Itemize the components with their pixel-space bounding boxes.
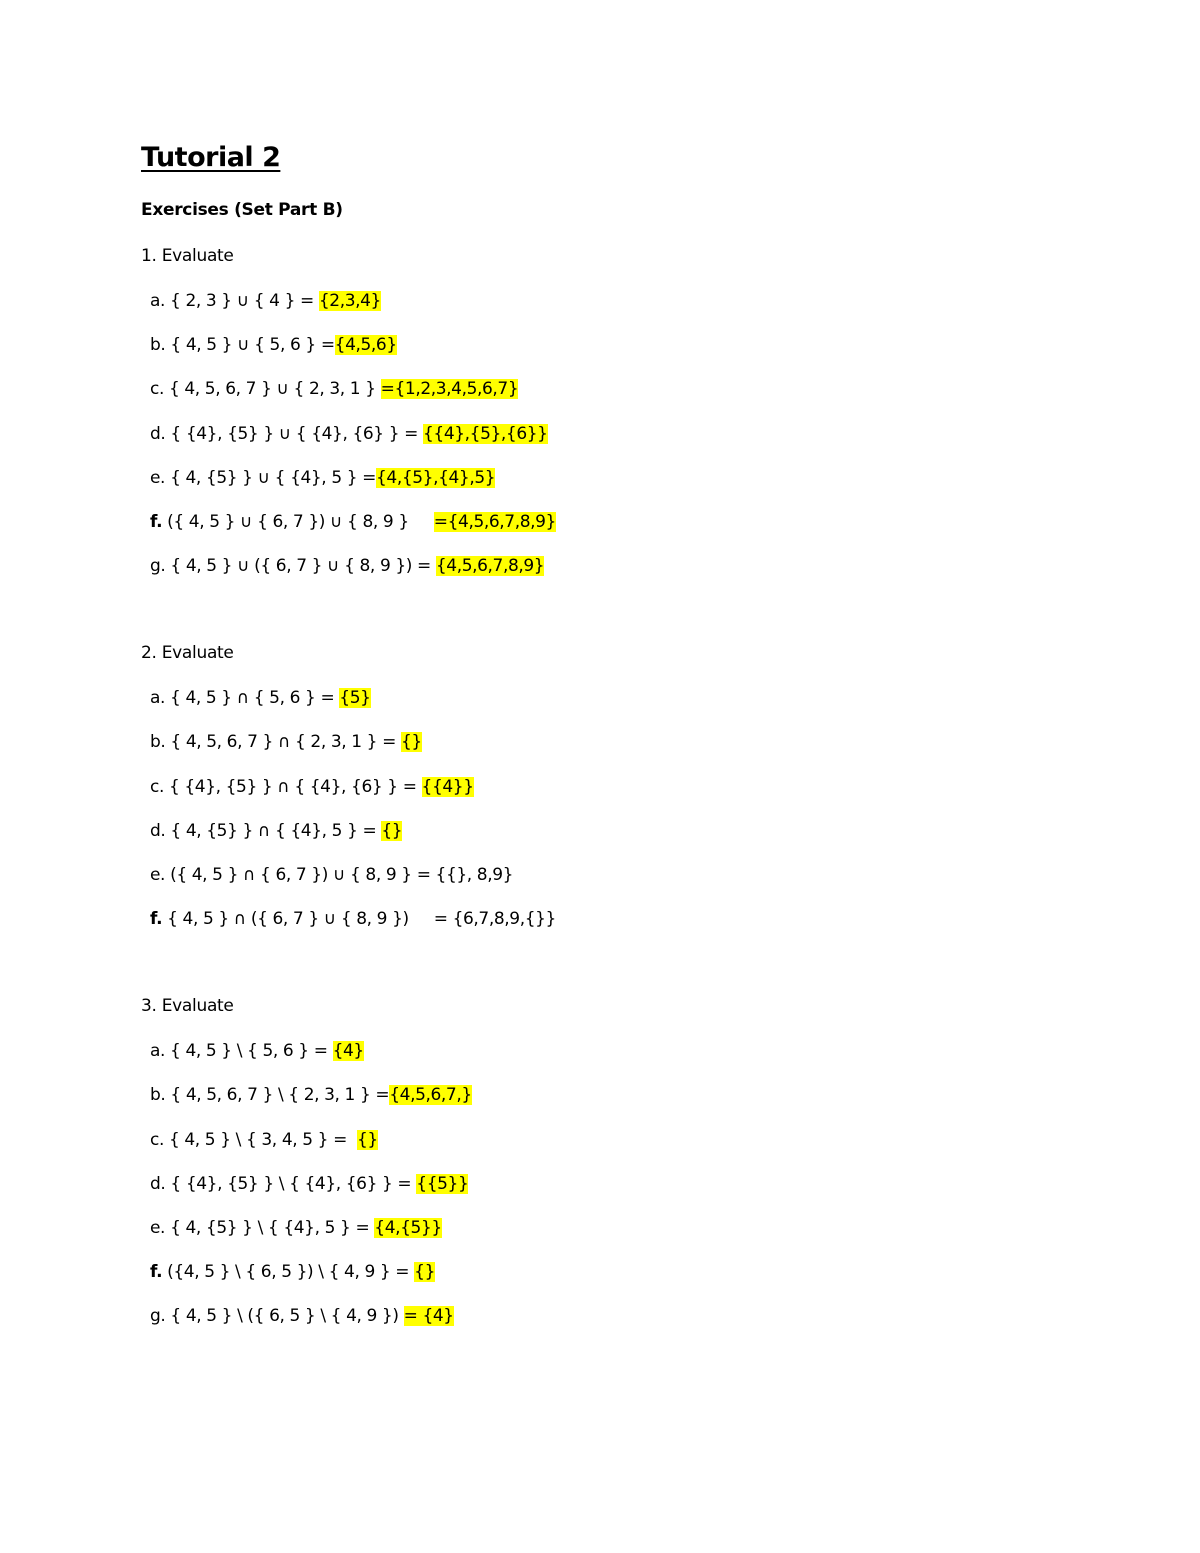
q3-item-a bbox=[150, 1039, 364, 1063]
q1-item-e bbox=[150, 466, 495, 490]
item-expression: { 4, 5, 6, 7 } ∩ { 2, 3, 1 } = bbox=[165, 732, 401, 752]
q3-item-d bbox=[150, 1172, 468, 1196]
item-label: c. bbox=[150, 379, 164, 399]
item-answer: {4} bbox=[332, 1041, 364, 1061]
q2-item-c bbox=[150, 775, 474, 799]
q3-item-e bbox=[150, 1216, 442, 1240]
item-label: f. bbox=[150, 1262, 163, 1282]
q3-item-f bbox=[150, 1260, 435, 1284]
item-label: e. bbox=[150, 468, 166, 488]
section-subtitle: Exercises (Set Part B) bbox=[141, 200, 343, 220]
item-label: c. bbox=[150, 1130, 164, 1150]
item-expression: ({ 4, 5 } ∩ { 6, 7 }) ∪ { 8, 9 } = {{}, 8,9} bbox=[165, 865, 514, 885]
item-expression: { 4, 5 } ∩ { 5, 6 } = bbox=[165, 688, 340, 708]
item-label: d. bbox=[150, 821, 166, 841]
q1-item-d bbox=[150, 422, 548, 446]
item-expression: { 2, 3 } ∪ { 4 } = bbox=[165, 291, 319, 311]
item-answer: {{5}} bbox=[416, 1174, 469, 1194]
item-answer: {} bbox=[381, 821, 403, 841]
q2-item-f bbox=[150, 907, 556, 931]
item-label: e. bbox=[150, 865, 166, 885]
item-label: a. bbox=[150, 1041, 166, 1061]
item-label: d. bbox=[150, 1174, 166, 1194]
item-answer: {5} bbox=[339, 688, 371, 708]
item-expression: { 4, 5 } \ { 3, 4, 5 } = bbox=[163, 1130, 357, 1150]
item-answer: {2,3,4} bbox=[318, 291, 381, 311]
item-expression: { {4}, {5} } ∩ { {4}, {6} } = bbox=[163, 777, 422, 797]
item-answer: {4,{5},{4},5} bbox=[376, 468, 496, 488]
q3-item-c bbox=[150, 1128, 378, 1152]
item-label: a. bbox=[150, 291, 166, 311]
item-label: f. bbox=[150, 512, 163, 532]
question-2-heading: 2. Evaluate bbox=[141, 643, 234, 663]
q2-item-d bbox=[150, 819, 402, 843]
item-label: c. bbox=[150, 777, 164, 797]
item-expression: { {4}, {5} } \ { {4}, {6} } = bbox=[165, 1174, 417, 1194]
item-expression: { 4, 5, 6, 7 } \ { 2, 3, 1 } = bbox=[165, 1085, 390, 1105]
item-answer: {4,5,6,7,8,9} bbox=[435, 556, 545, 576]
q2-item-a bbox=[150, 686, 371, 710]
item-expression: { 4, 5, 6, 7 } ∪ { 2, 3, 1 } bbox=[163, 379, 381, 399]
item-label: b. bbox=[150, 732, 166, 752]
item-expression: { 4, 5 } ∩ ({ 6, 7 } ∪ { 8, 9 }) = {6,7,8,9,{}} bbox=[162, 909, 556, 929]
q1-item-f bbox=[150, 510, 556, 534]
item-answer: {} bbox=[356, 1130, 378, 1150]
item-label: d. bbox=[150, 424, 166, 444]
item-expression: ({4, 5 } \ { 6, 5 }) \ { 4, 9 } = bbox=[162, 1262, 415, 1282]
item-label: e. bbox=[150, 1218, 166, 1238]
q2-item-b bbox=[150, 730, 422, 754]
item-expression: { 4, {5} } \ { {4}, 5 } = bbox=[165, 1218, 375, 1238]
item-expression: { {4}, {5} } ∪ { {4}, {6} } = bbox=[165, 424, 423, 444]
item-answer: = {4} bbox=[403, 1306, 454, 1326]
item-answer: {{4},{5},{6}} bbox=[423, 424, 548, 444]
item-expression: { 4, 5 } ∪ ({ 6, 7 } ∪ { 8, 9 }) = bbox=[165, 556, 436, 576]
item-answer: {} bbox=[414, 1262, 435, 1282]
q1-item-g bbox=[150, 554, 544, 578]
item-label: g. bbox=[150, 556, 166, 576]
item-label: b. bbox=[150, 335, 166, 355]
item-expression: { 4, {5} } ∪ { {4}, 5 } = bbox=[165, 468, 377, 488]
item-answer: {4,{5}} bbox=[374, 1218, 442, 1238]
item-answer: {{4}} bbox=[421, 777, 474, 797]
item-answer: ={4,5,6,7,8,9} bbox=[433, 512, 556, 532]
q3-item-g bbox=[150, 1304, 454, 1328]
item-label: f. bbox=[150, 909, 163, 929]
q2-item-e bbox=[150, 863, 513, 887]
item-label: a. bbox=[150, 688, 166, 708]
item-answer: {4,5,6} bbox=[334, 335, 397, 355]
q1-item-a bbox=[150, 289, 381, 313]
q1-item-c bbox=[150, 377, 518, 401]
item-expression: ({ 4, 5 } ∪ { 6, 7 }) ∪ { 8, 9 } bbox=[162, 512, 434, 532]
q3-item-b bbox=[150, 1083, 472, 1107]
item-expression: { 4, 5 } ∪ { 5, 6 } = bbox=[165, 335, 335, 355]
item-label: g. bbox=[150, 1306, 166, 1326]
q1-item-b bbox=[150, 333, 397, 357]
item-expression: { 4, {5} } ∩ { {4}, 5 } = bbox=[165, 821, 382, 841]
item-label: b. bbox=[150, 1085, 166, 1105]
question-1-heading: 1. Evaluate bbox=[141, 246, 234, 266]
item-expression: { 4, 5 } \ ({ 6, 5 } \ { 4, 9 }) bbox=[165, 1306, 404, 1326]
item-answer: {} bbox=[400, 732, 422, 752]
item-answer: {4,5,6,7,} bbox=[389, 1085, 472, 1105]
item-expression: { 4, 5 } \ { 5, 6 } = bbox=[165, 1041, 333, 1061]
question-3-heading: 3. Evaluate bbox=[141, 996, 234, 1016]
page-title: Tutorial 2 bbox=[141, 142, 281, 173]
item-answer: ={1,2,3,4,5,6,7} bbox=[380, 379, 519, 399]
